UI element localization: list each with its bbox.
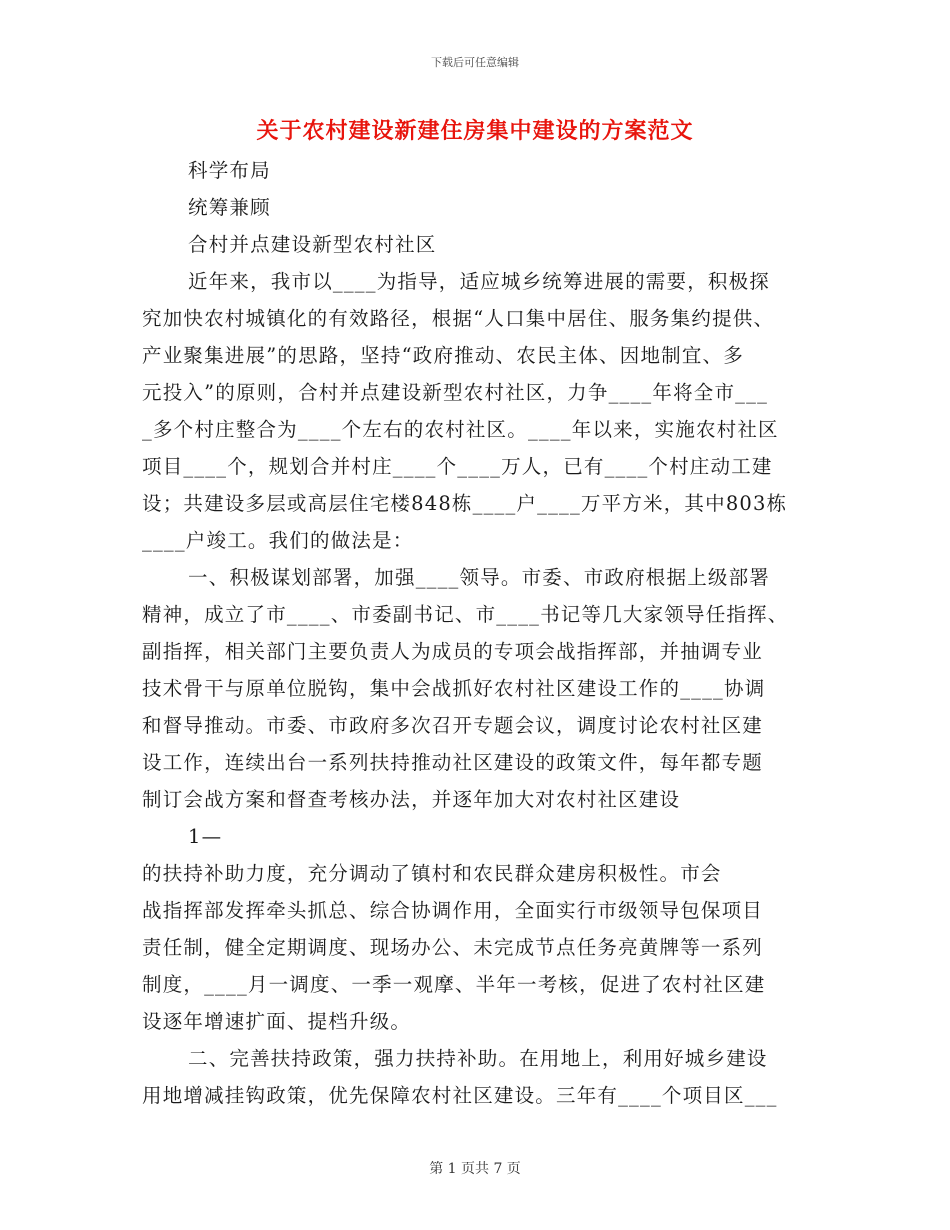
body-line: 和督导推动。市委、市政府多次召开专题会议，调度讨论农村社区建: [142, 714, 764, 737]
body-line: 项目____个，规划合并村庄____个____万人，已有____个村庄动工建: [142, 455, 773, 478]
document-title: 关于农村建设新建住房集中建设的方案范文: [256, 118, 694, 144]
body-line: 产业聚集进展”的思路，坚持“政府推动、农民主体、因地制宜、多: [142, 344, 744, 367]
body-line: 近年来，我市以____为指导，适应城乡统筹进展的需要，积极探: [188, 270, 771, 293]
body-line: 用地增减挂钩政策，优先保障农村社区建设。三年有____个项目区___: [142, 1084, 778, 1107]
document-body: [142, 152, 812, 1114]
body-line: 技术骨干与原单位脱钩，集中会战抓好农村社区建设工作的____协调: [142, 677, 766, 700]
body-line: 设逐年增速扩面、提档升级。: [142, 1010, 412, 1033]
body-line: 设；共建设多层或高层住宅楼848栋____户____万平方米，其中803栋: [142, 492, 788, 515]
body-line: 一、积极谋划部署，加强____领导。市委、市政府根据上级部署: [188, 566, 771, 589]
body-line: 副指挥，相关部门主要负责人为成员的专项会战指挥部，并抽调专业: [142, 640, 764, 663]
body-line: 合村并点建设新型农村社区: [188, 233, 437, 256]
body-line: 责任制，健全定期调度、现场办公、未完成节点任务亮黄牌等一系列: [142, 936, 764, 959]
page-header-note: 下载后可任意编辑: [431, 56, 519, 69]
body-line: 设工作，连续出台一系列扶持推动社区建设的政策文件，每年都专题: [142, 751, 764, 774]
page-number: 第 1 页共 7 页: [429, 1161, 521, 1177]
body-line: 科学布局: [188, 159, 271, 182]
body-line: 的扶持补助力度，充分调动了镇村和农民群众建房积极性。市会: [142, 862, 722, 885]
body-line: 战指挥部发挥牵头抓总、综合协调作用，全面实行市级领导包保项目: [142, 899, 764, 922]
body-line: 二、完善扶持政策，强力扶持补助。在用地上，利用好城乡建设: [188, 1047, 768, 1070]
page-marker-line: 1—: [188, 825, 223, 848]
body-line: 统筹兼顾: [188, 196, 271, 219]
body-line: 究加快农村城镇化的有效路径，根据“人口集中居住、服务集约提供、: [142, 307, 775, 330]
body-line: _多个村庄整合为____个左右的农村社区。____年以来，实施农村社区: [142, 418, 779, 441]
body-line: 元投入”的原则，合村并点建设新型农村社区，力争____年将全市___: [142, 381, 769, 404]
body-line: ____户竣工。我们的做法是：: [142, 529, 414, 552]
body-line: 制度，____月一调度、一季一观摩、半年一考核，促进了农村社区建: [142, 973, 766, 996]
body-line: 精神，成立了市____、市委副书记、市____书记等几大家领导任指挥、: [142, 603, 789, 626]
body-line: 制订会战方案和督查考核办法，并逐年加大对农村社区建设: [142, 788, 681, 811]
